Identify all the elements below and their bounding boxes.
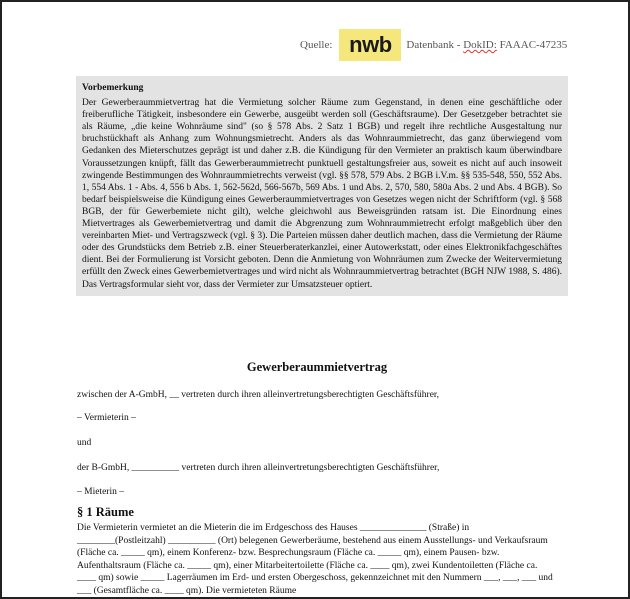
preliminary-remark-box xyxy=(76,76,568,296)
and-label: und xyxy=(77,438,92,448)
database-label: Datenbank - xyxy=(406,39,464,51)
source-label: Quelle: xyxy=(300,39,333,51)
section-text: Die Vermieterin vermietet an die Mieterin die im Erdgeschoss des Hauses ______________ (Straße) in ________(Postleitzahl) __________ (Ort) belegenen Gewerberäume, bestehend aus einem Ausstellungs- und Verkaufsraum (Fläche ca. _____ qm), einem Konferenz- bzw. Besprechungsraum (Fläche ca. _____ qm), einem Pausen- bzw. Aufenthaltsraum (Fläche ca. _____ qm), einer Mitarbeitertoilette (Fläche ca. ____ qm), zwei Kundentoiletten (Fläche ca. ____ qm) sowie _____ Lagerräumen im Erd- und ersten Obergeschoss, gekennzeichnet mit den Nummern ___, ___, ___ und ___ (Gesamtfläche ca. ____ qm). Die vermieteten Räume xyxy=(77,523,553,596)
document-id xyxy=(406,39,567,51)
source-header xyxy=(300,29,567,61)
party-b-line: der B-GmbH, __________ vertreten durch ihren alleinvertretungsberechtigten Geschäftsführer, xyxy=(77,463,440,473)
remark-title: Vorbemerkung xyxy=(82,83,144,93)
dok-id-value: FAAAC-47235 xyxy=(496,39,568,51)
dok-id-label: DokID: xyxy=(463,39,497,51)
party-a-line: zwischen der A-GmbH, __ vertreten durch ihren alleinvertretungsberechtigten Geschäftsführer, xyxy=(77,390,440,400)
contract-title: Gewerberaummietvertrag xyxy=(246,360,388,374)
remark-text: Der Gewerberaummietvertrag hat die Vermietung solcher Räume zum Gegenstand, in denen eine geschäftliche oder freiberufliche Tätigkeit, insbesondere ein Gewerbe, ausgeübt werden soll (Geschäftsraume). Der Gesetzgeber betrachtet sie als Räume, „die keine Wohnräume sind" (so § 578 Abs. 2 Satz 1 BGB) und regelt ihre rechtliche Ausgestaltung nur bruchstückhaft als Anhang zum Wohnungsmietrecht. Anders als das Wohnraummietrecht, das ganz überwiegend vom Gedanken des Mieterschutzes geprägt ist und daher z.B. die Kündigung für den Vermieter an praktisch kaum überwindbare Voraussetzungen knüpft, fällt das Gewerberaummietrecht punktuell gestaltungsfreier aus, soweit es nicht auf auch insoweit zwingende Bestimmungen des Wohnraummietrechts verweist (vgl. §§ 578, 579 Abs. 2 BGB i.V.m. §§ 535-548, 550, 552 Abs. 1, 554 Abs. 1 - Abs. 4, 556 b Abs. 1, 562-562d, 566-567b, 569 Abs. 1 und Abs. 2, 570, 580, 580a Abs. 2 und Abs. 4 BGB). So bedarf beispielsweise die Kündigung eines Gewerberaummietvertrages von Gesetzes wegen nicht der Schriftform (vgl. § 568 BGB, der für Gewerbemiete nicht gilt), welche gleichwohl aus Beweisgründen ratsam ist. Die Einordnung eines Mietvertrages als Gewerbemietvertrag und damit die Abgrenzung zum Wohnraummietrecht erfolgt maßgeblich über den vereinbarten Miet- und Vertragszweck (vgl. § 3). Die Parteien müssen daher deutlich machen, dass die Vermietung der Räume oder des Grundstücks dem Betrieb z.B. einer Steuerberaterkanzlei, einer Autowerkstatt, oder eines Elektronikfachgeschäftes dient. Bei der Formulierung ist Vorsicht geboten. Denn die Anmietung von Wohnräumen zum Zwecke der Weitervermietung erfüllt den Zweck eines Gewerbemietvertrages und wird nicht als Wohnraummietvertrag betrachtet (BGH NJW 1988, S. 486). Das Vertragsformular sieht vor, dass der Vermieter zur Umsatzsteuer optiert. xyxy=(82,98,562,290)
landlord-label: – Vermieterin – xyxy=(77,413,136,423)
nwb-logo: nwb xyxy=(339,29,401,61)
section-heading: § 1 Räume xyxy=(77,505,134,519)
tenant-label: – Mieterin – xyxy=(77,487,124,497)
